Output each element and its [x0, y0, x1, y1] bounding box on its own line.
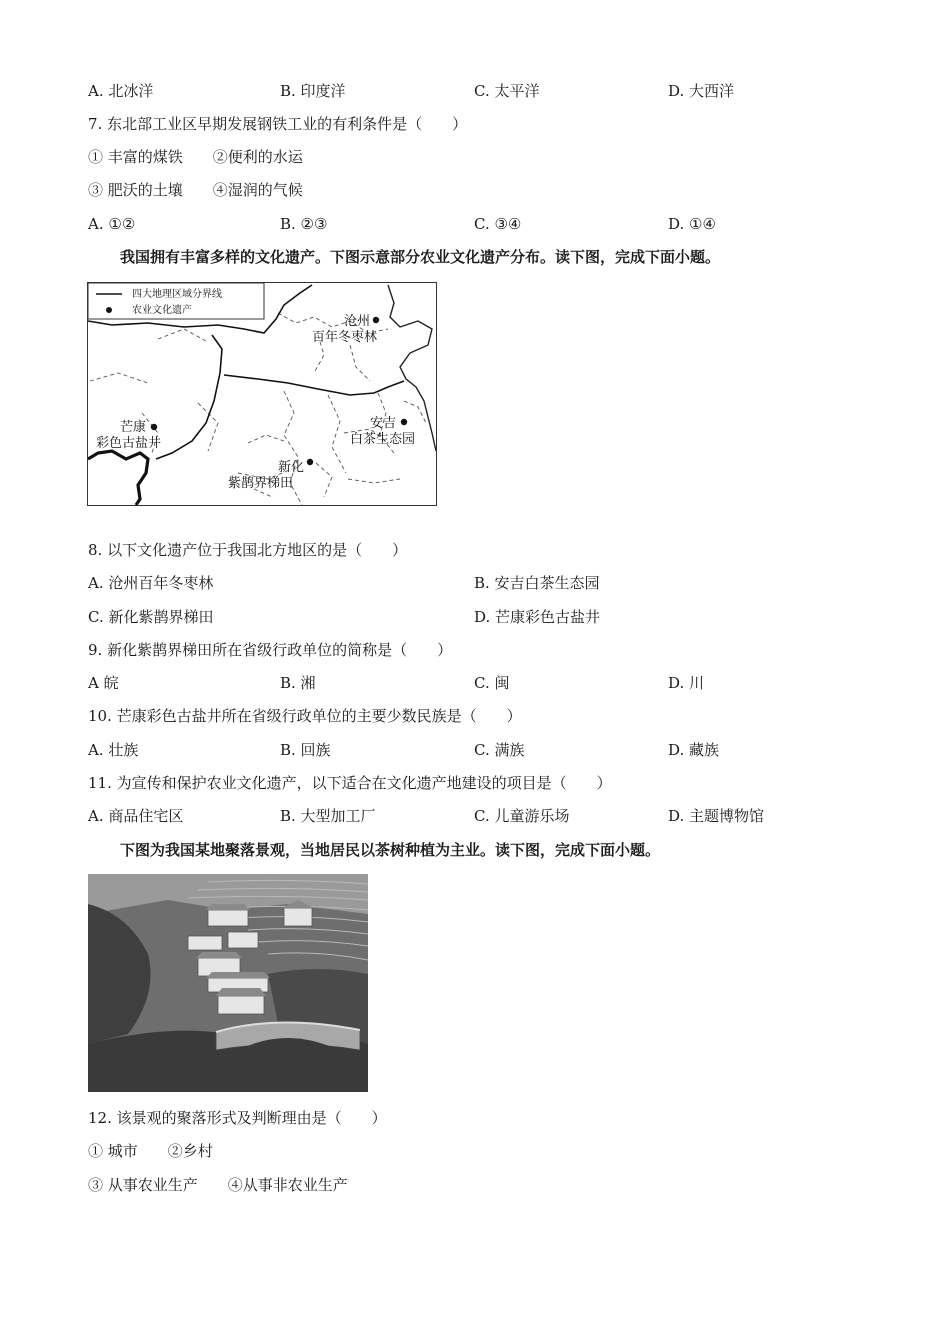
legend-boundary-label: 四大地理区域分界线: [132, 289, 222, 300]
photo-svg: [88, 874, 368, 1092]
q10-stem: 10. 芒康彩色古盐井所在省级行政单位的主要少数民族是（ ）: [88, 707, 522, 725]
q10-option-b: B. 回族: [280, 741, 331, 759]
site-cangzhou: [312, 314, 379, 345]
site-anji-desc: 白茶生态园: [350, 432, 416, 447]
map-svg: [88, 283, 436, 505]
site-anji-marker: [401, 419, 407, 425]
q9-option-d: D. 川: [668, 674, 705, 692]
q10-option-c: C. 满族: [474, 741, 525, 759]
site-mangkang-desc: 彩色古盐井: [96, 436, 162, 451]
site-cangzhou-desc: 百年冬枣林: [312, 330, 378, 345]
national-border: [88, 451, 148, 505]
site-xinhua-name: 新化: [278, 460, 305, 475]
site-mangkang-marker: [151, 424, 157, 430]
intro-map: 我国拥有丰富多样的文化遗产。下图示意部分农业文化遗产分布。读下图，完成下面小题。: [120, 248, 721, 266]
q12-items-2: ③ 从事农业生产 ④从事非农业生产: [88, 1176, 348, 1194]
q6-option-c: C. 太平洋: [474, 82, 540, 100]
q8-option-d: D. 芒康彩色古盐井: [474, 608, 601, 626]
q6-option-a: A. 北冰洋: [88, 82, 154, 100]
site-anji-name: 安吉: [370, 416, 397, 431]
site-mangkang-name: 芒康: [120, 420, 147, 435]
q10-option-d: D. 藏族: [668, 741, 720, 759]
q9-option-b: B. 湘: [280, 674, 316, 692]
site-xinhua: [228, 459, 313, 491]
q7-stem: 7. 东北部工业区早期发展钢铁工业的有利条件是（ ）: [88, 115, 468, 133]
q11-option-c: C. 儿童游乐场: [474, 807, 570, 825]
q9-stem: 9. 新化紫鹊界梯田所在省级行政单位的简称是（ ）: [88, 641, 453, 659]
legend-heritage-symbol: [106, 307, 112, 313]
q8-stem: 8. 以下文化遗产位于我国北方地区的是（ ）: [88, 541, 408, 559]
q10-option-a: A. 壮族: [88, 741, 139, 759]
heritage-map: [87, 282, 437, 506]
map-legend: [88, 283, 264, 319]
q9-option-a: A 皖: [88, 674, 119, 692]
q6-option-b: B. 印度洋: [280, 82, 346, 100]
settlement-photo: [88, 874, 368, 1092]
q11-option-b: B. 大型加工厂: [280, 807, 376, 825]
q7-option-b: B. ②③: [280, 215, 328, 233]
q12-stem: 12. 该景观的聚落形式及判断理由是（ ）: [88, 1109, 387, 1127]
site-xinhua-desc: 紫鹊界梯田: [228, 476, 294, 491]
site-mangkang: [96, 419, 161, 451]
q7-option-c: C. ③④: [474, 215, 522, 233]
q11-stem: 11. 为宣传和保护农业文化遗产，以下适合在文化遗产地建设的项目是（ ）: [88, 774, 612, 792]
q8-option-b: B. 安吉白茶生态园: [474, 574, 600, 592]
q11-option-a: A. 商品住宅区: [88, 807, 184, 825]
intro-photo: 下图为我国某地聚落景观，当地居民以茶树种植为主业。读下图，完成下面小题。: [120, 841, 661, 859]
q7-items-2: ③ 肥沃的土壤 ④湿润的气候: [88, 181, 303, 199]
q7-items-1: ① 丰富的煤铁 ②便利的水运: [88, 148, 303, 166]
site-xinhua-marker: [307, 459, 313, 465]
site-cangzhou-marker: [373, 317, 379, 323]
legend-heritage-label: 农业文化遗产: [132, 305, 192, 316]
q6-option-d: D. 大西洋: [668, 82, 735, 100]
q9-option-c: C. 闽: [474, 674, 510, 692]
q8-option-c: C. 新化紫鹊界梯田: [88, 608, 214, 626]
site-cangzhou-name: 沧州: [344, 314, 371, 329]
q11-option-d: D. 主题博物馆: [668, 807, 765, 825]
q8-option-a: A. 沧州百年冬枣林: [88, 574, 214, 592]
q7-option-a: A. ①②: [88, 215, 136, 233]
q7-option-d: D. ①④: [668, 215, 716, 233]
q12-items-1: ① 城市 ②乡村: [88, 1142, 213, 1160]
